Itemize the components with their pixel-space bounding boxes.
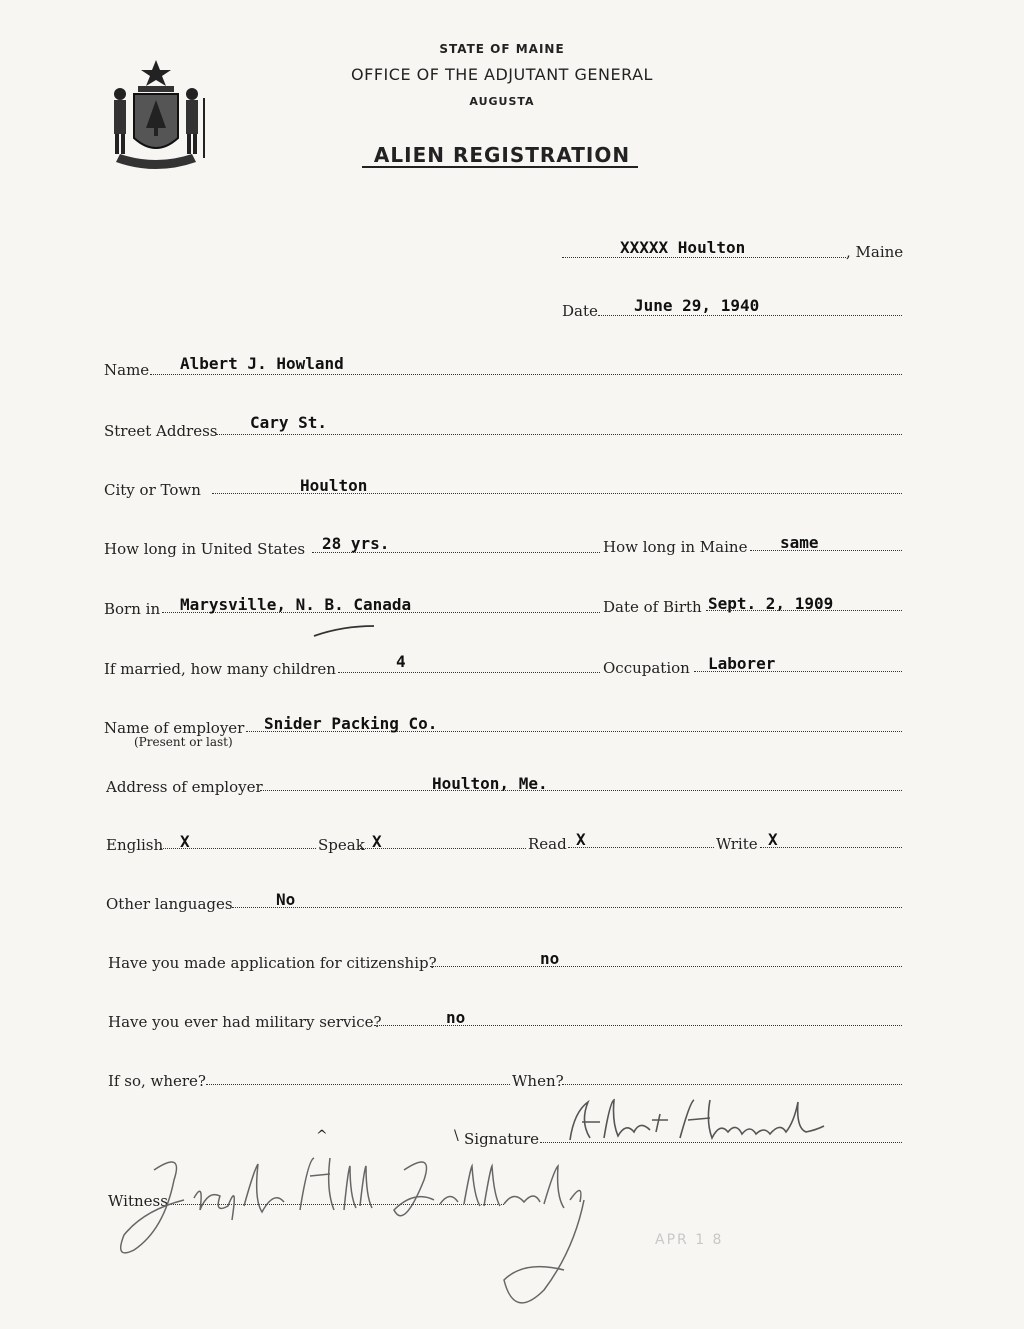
employer-label: Name of employer xyxy=(104,719,245,737)
military-label: Have you ever had military service? xyxy=(108,1013,382,1031)
military-value[interactable]: no xyxy=(446,1008,466,1027)
form-title: ALIEN REGISTRATION xyxy=(373,143,631,167)
read-value[interactable]: X xyxy=(576,830,586,849)
witness-signature xyxy=(104,1140,594,1320)
how-long-maine-value[interactable]: same xyxy=(780,533,819,552)
citizenship-value[interactable]: no xyxy=(540,949,560,968)
employer-sublabel: (Present or last) xyxy=(134,735,233,749)
when-label: When? xyxy=(512,1072,564,1090)
name-line xyxy=(150,374,902,375)
employer-address-label: Address of employer xyxy=(106,778,263,796)
street-label: Street Address xyxy=(104,422,218,440)
name-value[interactable]: Albert J. Howland xyxy=(180,354,344,373)
employer-address-value[interactable]: Houlton, Me. xyxy=(432,774,548,793)
citizenship-label: Have you made application for citizenship? xyxy=(108,954,437,972)
place-value[interactable]: XXXXX Houlton xyxy=(620,238,746,257)
street-value[interactable]: Cary St. xyxy=(250,413,328,432)
other-languages-value[interactable]: No xyxy=(276,890,296,909)
occupation-value[interactable]: Laborer xyxy=(708,654,776,673)
read-label: Read xyxy=(528,835,567,853)
signature-label: Signature xyxy=(464,1130,540,1148)
speak-value[interactable]: X xyxy=(372,832,382,851)
how-long-us-label: How long in United States xyxy=(104,540,306,558)
born-in-label: Born in xyxy=(104,600,161,618)
applicant-signature xyxy=(560,1092,840,1148)
where-label: If so, where? xyxy=(108,1072,206,1090)
employer-value[interactable]: Snider Packing Co. xyxy=(264,714,438,733)
children-value[interactable]: 4 xyxy=(396,652,406,671)
name-label: Name xyxy=(104,361,150,379)
office-heading: OFFICE OF THE ADJUTANT GENERAL xyxy=(351,65,653,84)
occupation-label: Occupation xyxy=(603,659,690,677)
other-languages-line xyxy=(232,907,902,908)
city-label: City or Town xyxy=(104,481,201,499)
other-languages-label: Other languages xyxy=(106,895,233,913)
place-line xyxy=(562,257,846,258)
write-value[interactable]: X xyxy=(768,830,778,849)
pen-mark xyxy=(312,622,378,640)
write-label: Write xyxy=(716,835,758,853)
how-long-maine-line xyxy=(750,550,902,551)
caret-mark-right: \ xyxy=(454,1128,459,1144)
when-line xyxy=(562,1084,902,1085)
write-line xyxy=(760,847,902,848)
date-value[interactable]: June 29, 1940 xyxy=(634,296,760,315)
where-line xyxy=(206,1084,510,1085)
date-label: Date xyxy=(562,302,598,320)
state-heading: STATE OF MAINE xyxy=(439,42,565,56)
speak-label: Speak xyxy=(318,836,365,854)
children-line xyxy=(338,672,600,673)
speak-line xyxy=(360,848,526,849)
english-value[interactable]: X xyxy=(180,832,190,851)
received-stamp: APR 1 8 xyxy=(655,1232,724,1248)
city-heading: AUGUSTA xyxy=(469,95,535,108)
dob-label: Date of Birth xyxy=(603,598,702,616)
witness-label: Witness xyxy=(108,1192,168,1210)
born-in-value[interactable]: Marysville, N. B. Canada xyxy=(180,595,412,614)
city-value[interactable]: Houlton xyxy=(300,476,368,495)
children-label: If married, how many children xyxy=(104,660,336,678)
title-underline xyxy=(362,166,638,168)
english-label: English xyxy=(106,836,164,854)
place-suffix: , Maine xyxy=(846,243,904,261)
street-line xyxy=(216,434,902,435)
caret-mark-left: ^ xyxy=(316,1128,328,1144)
date-line xyxy=(598,315,902,316)
how-long-us-value[interactable]: 28 yrs. xyxy=(322,534,390,553)
employer-address-line xyxy=(260,790,902,791)
how-long-maine-label: How long in Maine xyxy=(603,538,748,556)
read-line xyxy=(568,847,714,848)
citizenship-line xyxy=(430,966,902,967)
dob-value[interactable]: Sept. 2, 1909 xyxy=(708,594,834,613)
